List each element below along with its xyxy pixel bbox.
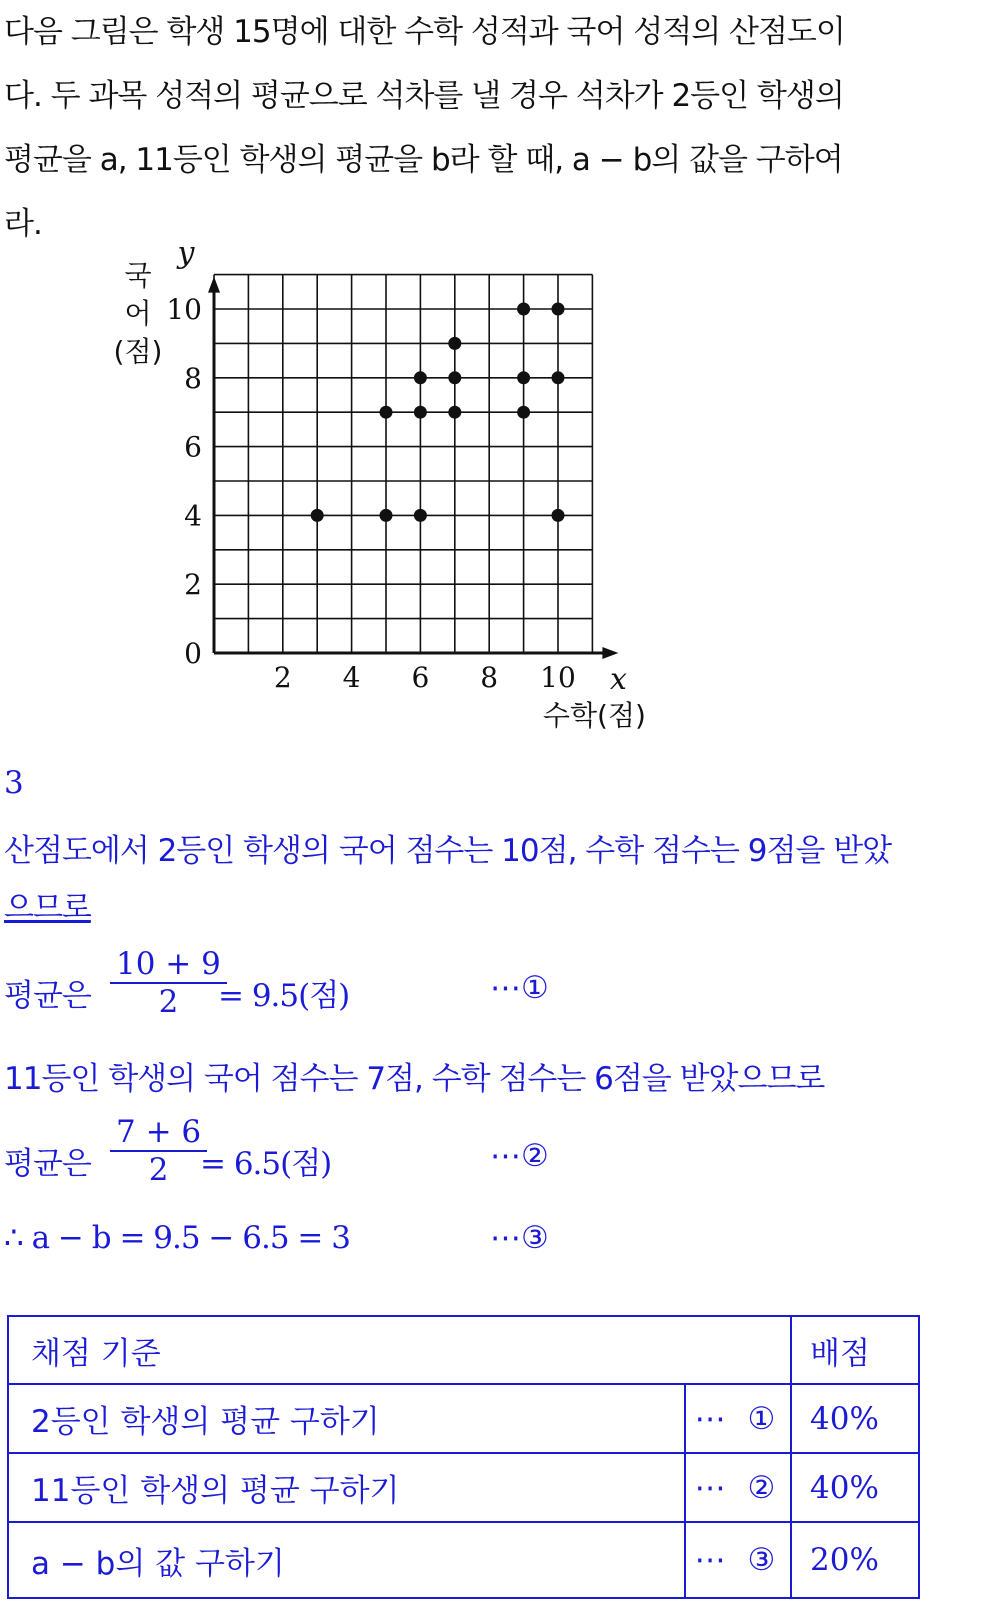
- problem-line-3: 평균을 a, 11등인 학생의 평균을 b라 할 때, a − b의 값을 구하여: [4, 142, 843, 178]
- grading-rubric-table: [7, 1315, 920, 1599]
- y-axis-title-char: 국: [124, 259, 152, 292]
- fraction-2-denominator: 2: [148, 1152, 169, 1188]
- rubric-header-points: 배점: [791, 1316, 919, 1384]
- fraction-1-numerator: 10 + 9: [116, 946, 221, 982]
- problem-line-1: 다음 그림은 학생 15명에 대한 수학 성적과 국어 성적의 산점도이: [4, 14, 845, 50]
- problem-line-4: 라.: [4, 206, 42, 242]
- y-axis-title-unit: (점): [113, 335, 163, 368]
- answer-number: 3: [4, 765, 23, 801]
- step-marker-1: ⋯①: [490, 970, 549, 1006]
- data-point: [448, 371, 461, 384]
- data-point: [448, 406, 461, 419]
- data-point: [552, 509, 565, 522]
- rubric-item: a − b의 값 구하기: [8, 1522, 685, 1598]
- result-2: = 6.5(점): [200, 1146, 332, 1182]
- y-tick-label: 6: [184, 430, 202, 464]
- y-tick-label: 4: [184, 499, 202, 533]
- rubric-points: 20%: [791, 1522, 919, 1598]
- x-tick-label: 2: [273, 661, 292, 694]
- x-tick-label: 10: [540, 661, 576, 694]
- problem-text: [4, 0, 989, 256]
- y-tick-label: 10: [166, 293, 202, 326]
- fraction-2: [110, 1114, 207, 1188]
- rubric-header-criteria: 채점 기준: [8, 1316, 791, 1384]
- data-point: [552, 371, 565, 384]
- rubric-row: [8, 1453, 919, 1522]
- rubric-marker: ⋯ ②: [685, 1453, 791, 1522]
- data-point: [311, 509, 324, 522]
- step-marker-2: ⋯②: [490, 1138, 549, 1174]
- solution-line-3: 11등인 학생의 국어 점수는 7점, 수학 점수는 6점을 받았으므로: [4, 1061, 825, 1097]
- x-tick-label: 4: [342, 661, 361, 694]
- rubric-row: [8, 1384, 919, 1453]
- data-point: [517, 406, 530, 419]
- rubric-points: 40%: [791, 1384, 919, 1453]
- rubric-header-row: [8, 1316, 919, 1384]
- y-axis-letter: y: [177, 235, 195, 271]
- y-tick-label: 2: [184, 568, 202, 602]
- fraction-1: [110, 946, 227, 1020]
- step-marker-3: ⋯③: [490, 1220, 549, 1256]
- y-tick-label: 8: [184, 361, 202, 395]
- rubric-marker: ⋯ ③: [685, 1522, 791, 1598]
- problem-line-2: 다. 두 과목 성적의 평균으로 석차를 낼 경우 석차가 2등인 학생의: [4, 78, 844, 114]
- data-point: [380, 509, 393, 522]
- solution-line-2: 으므로: [4, 890, 91, 926]
- fraction-1-denominator: 2: [158, 984, 179, 1020]
- fraction-2-numerator: 7 + 6: [116, 1114, 202, 1150]
- x-tick-label: 6: [411, 661, 430, 694]
- data-point: [448, 337, 461, 350]
- data-point: [517, 303, 530, 316]
- y-tick-label: 0: [184, 637, 202, 670]
- data-point: [517, 371, 530, 384]
- rubric-item: 2등인 학생의 평균 구하기: [8, 1384, 685, 1453]
- rubric-points: 40%: [791, 1453, 919, 1522]
- x-tick-label: 8: [480, 661, 499, 694]
- average-label-2: 평균은: [4, 1146, 91, 1182]
- data-point: [380, 406, 393, 419]
- y-axis-title-char: 어: [124, 297, 152, 330]
- rubric-item: 11등인 학생의 평균 구하기: [8, 1453, 685, 1522]
- x-axis-letter: x: [609, 662, 627, 697]
- x-axis-title: 수학(점): [542, 699, 646, 732]
- data-point: [414, 406, 427, 419]
- conclusion: ∴ a − b = 9.5 − 6.5 = 3: [4, 1220, 350, 1256]
- y-axis-arrow: [208, 277, 220, 293]
- data-point: [414, 371, 427, 384]
- rubric-row: [8, 1522, 919, 1598]
- solution-line-1: 산점도에서 2등인 학생의 국어 점수는 10점, 수학 점수는 9점을 받았: [4, 833, 892, 869]
- data-point: [552, 303, 565, 316]
- result-1: = 9.5(점): [218, 978, 350, 1014]
- rubric-marker: ⋯ ①: [685, 1384, 791, 1453]
- x-axis-arrow: [602, 647, 618, 659]
- scatter-plot: [100, 235, 646, 745]
- average-label-1: 평균은: [4, 978, 91, 1014]
- data-point: [414, 509, 427, 522]
